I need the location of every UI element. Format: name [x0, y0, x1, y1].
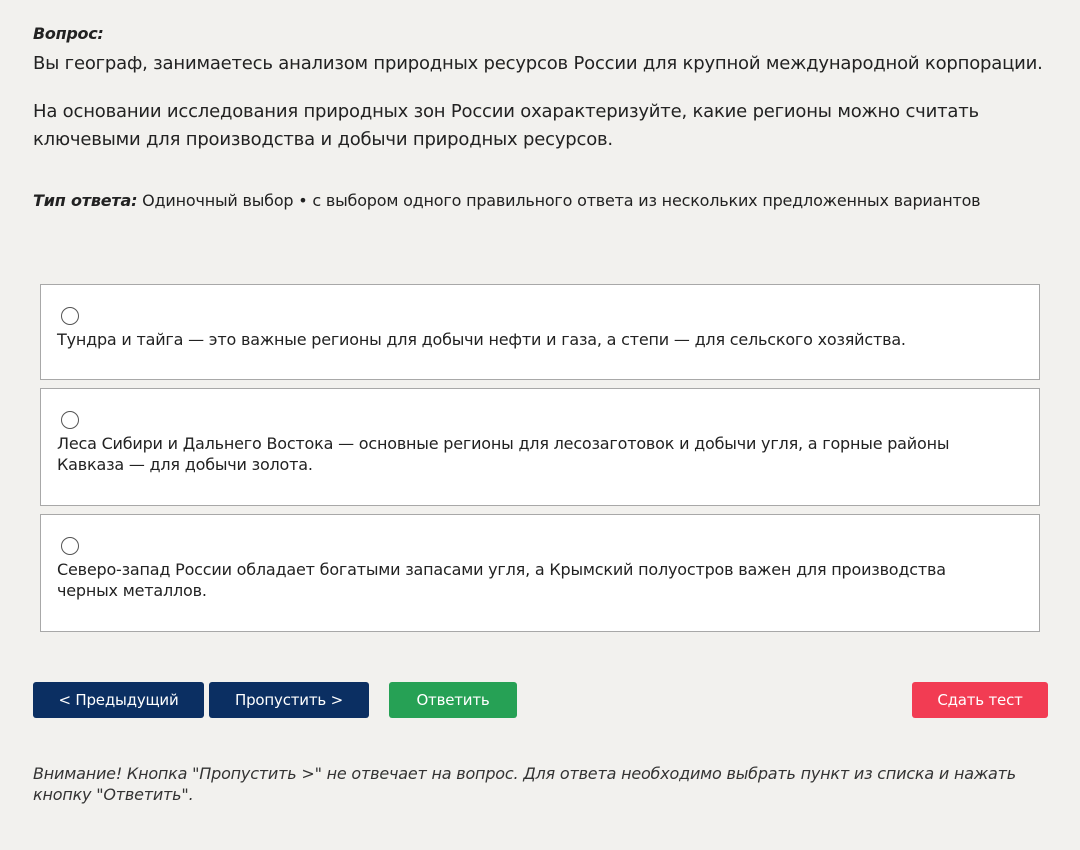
- answer-option-2[interactable]: [40, 388, 1040, 506]
- answer-type: [33, 191, 980, 211]
- question-text-1: Вы географ, занимаетесь анализом природных ресурсов России для крупной международной корпорации.: [33, 53, 1043, 74]
- finish-test-button[interactable]: Сдать тест: [912, 682, 1048, 718]
- answer-option-text: Северо-запад России обладает богатыми запасами угля, а Крымский полуостров важен для производства черных металлов.: [57, 560, 946, 600]
- radio-button[interactable]: [61, 411, 79, 429]
- warning-note: Внимание! Кнопка "Пропустить >" не отвечает на вопрос. Для ответа необходимо выбрать пункт из списка и нажать кнопку "Ответить".: [33, 764, 1016, 804]
- answer-option-3[interactable]: [40, 514, 1040, 632]
- answer-button[interactable]: Ответить: [389, 682, 517, 718]
- skip-button[interactable]: Пропустить >: [209, 682, 369, 718]
- question-block: [33, 24, 1048, 210]
- previous-button[interactable]: < Предыдущий: [33, 682, 204, 718]
- answer-option-text: Тундра и тайга — это важные регионы для добычи нефти и газа, а степи — для сельского хозяйства.: [57, 330, 906, 349]
- answer-option-1[interactable]: [40, 284, 1040, 380]
- radio-button[interactable]: [61, 537, 79, 555]
- answer-type-value: Одиночный выбор • с выбором одного правильного ответа из нескольких предложенных вариантов: [142, 191, 981, 210]
- question-text-2: На основании исследования природных зон России охарактеризуйте, какие регионы можно считать ключевыми для производства и добычи природных ресурсов.: [33, 101, 979, 150]
- question-label: Вопрос:: [33, 24, 104, 43]
- answer-type-label: Тип ответа:: [33, 191, 138, 210]
- answer-options: [40, 284, 1040, 640]
- button-bar: [33, 682, 1048, 718]
- answer-option-text: Леса Сибири и Дальнего Востока — основные регионы для лесозаготовок и добычи угля, а горные районы Кавказа — для добычи золота.: [57, 434, 950, 474]
- radio-button[interactable]: [61, 307, 79, 325]
